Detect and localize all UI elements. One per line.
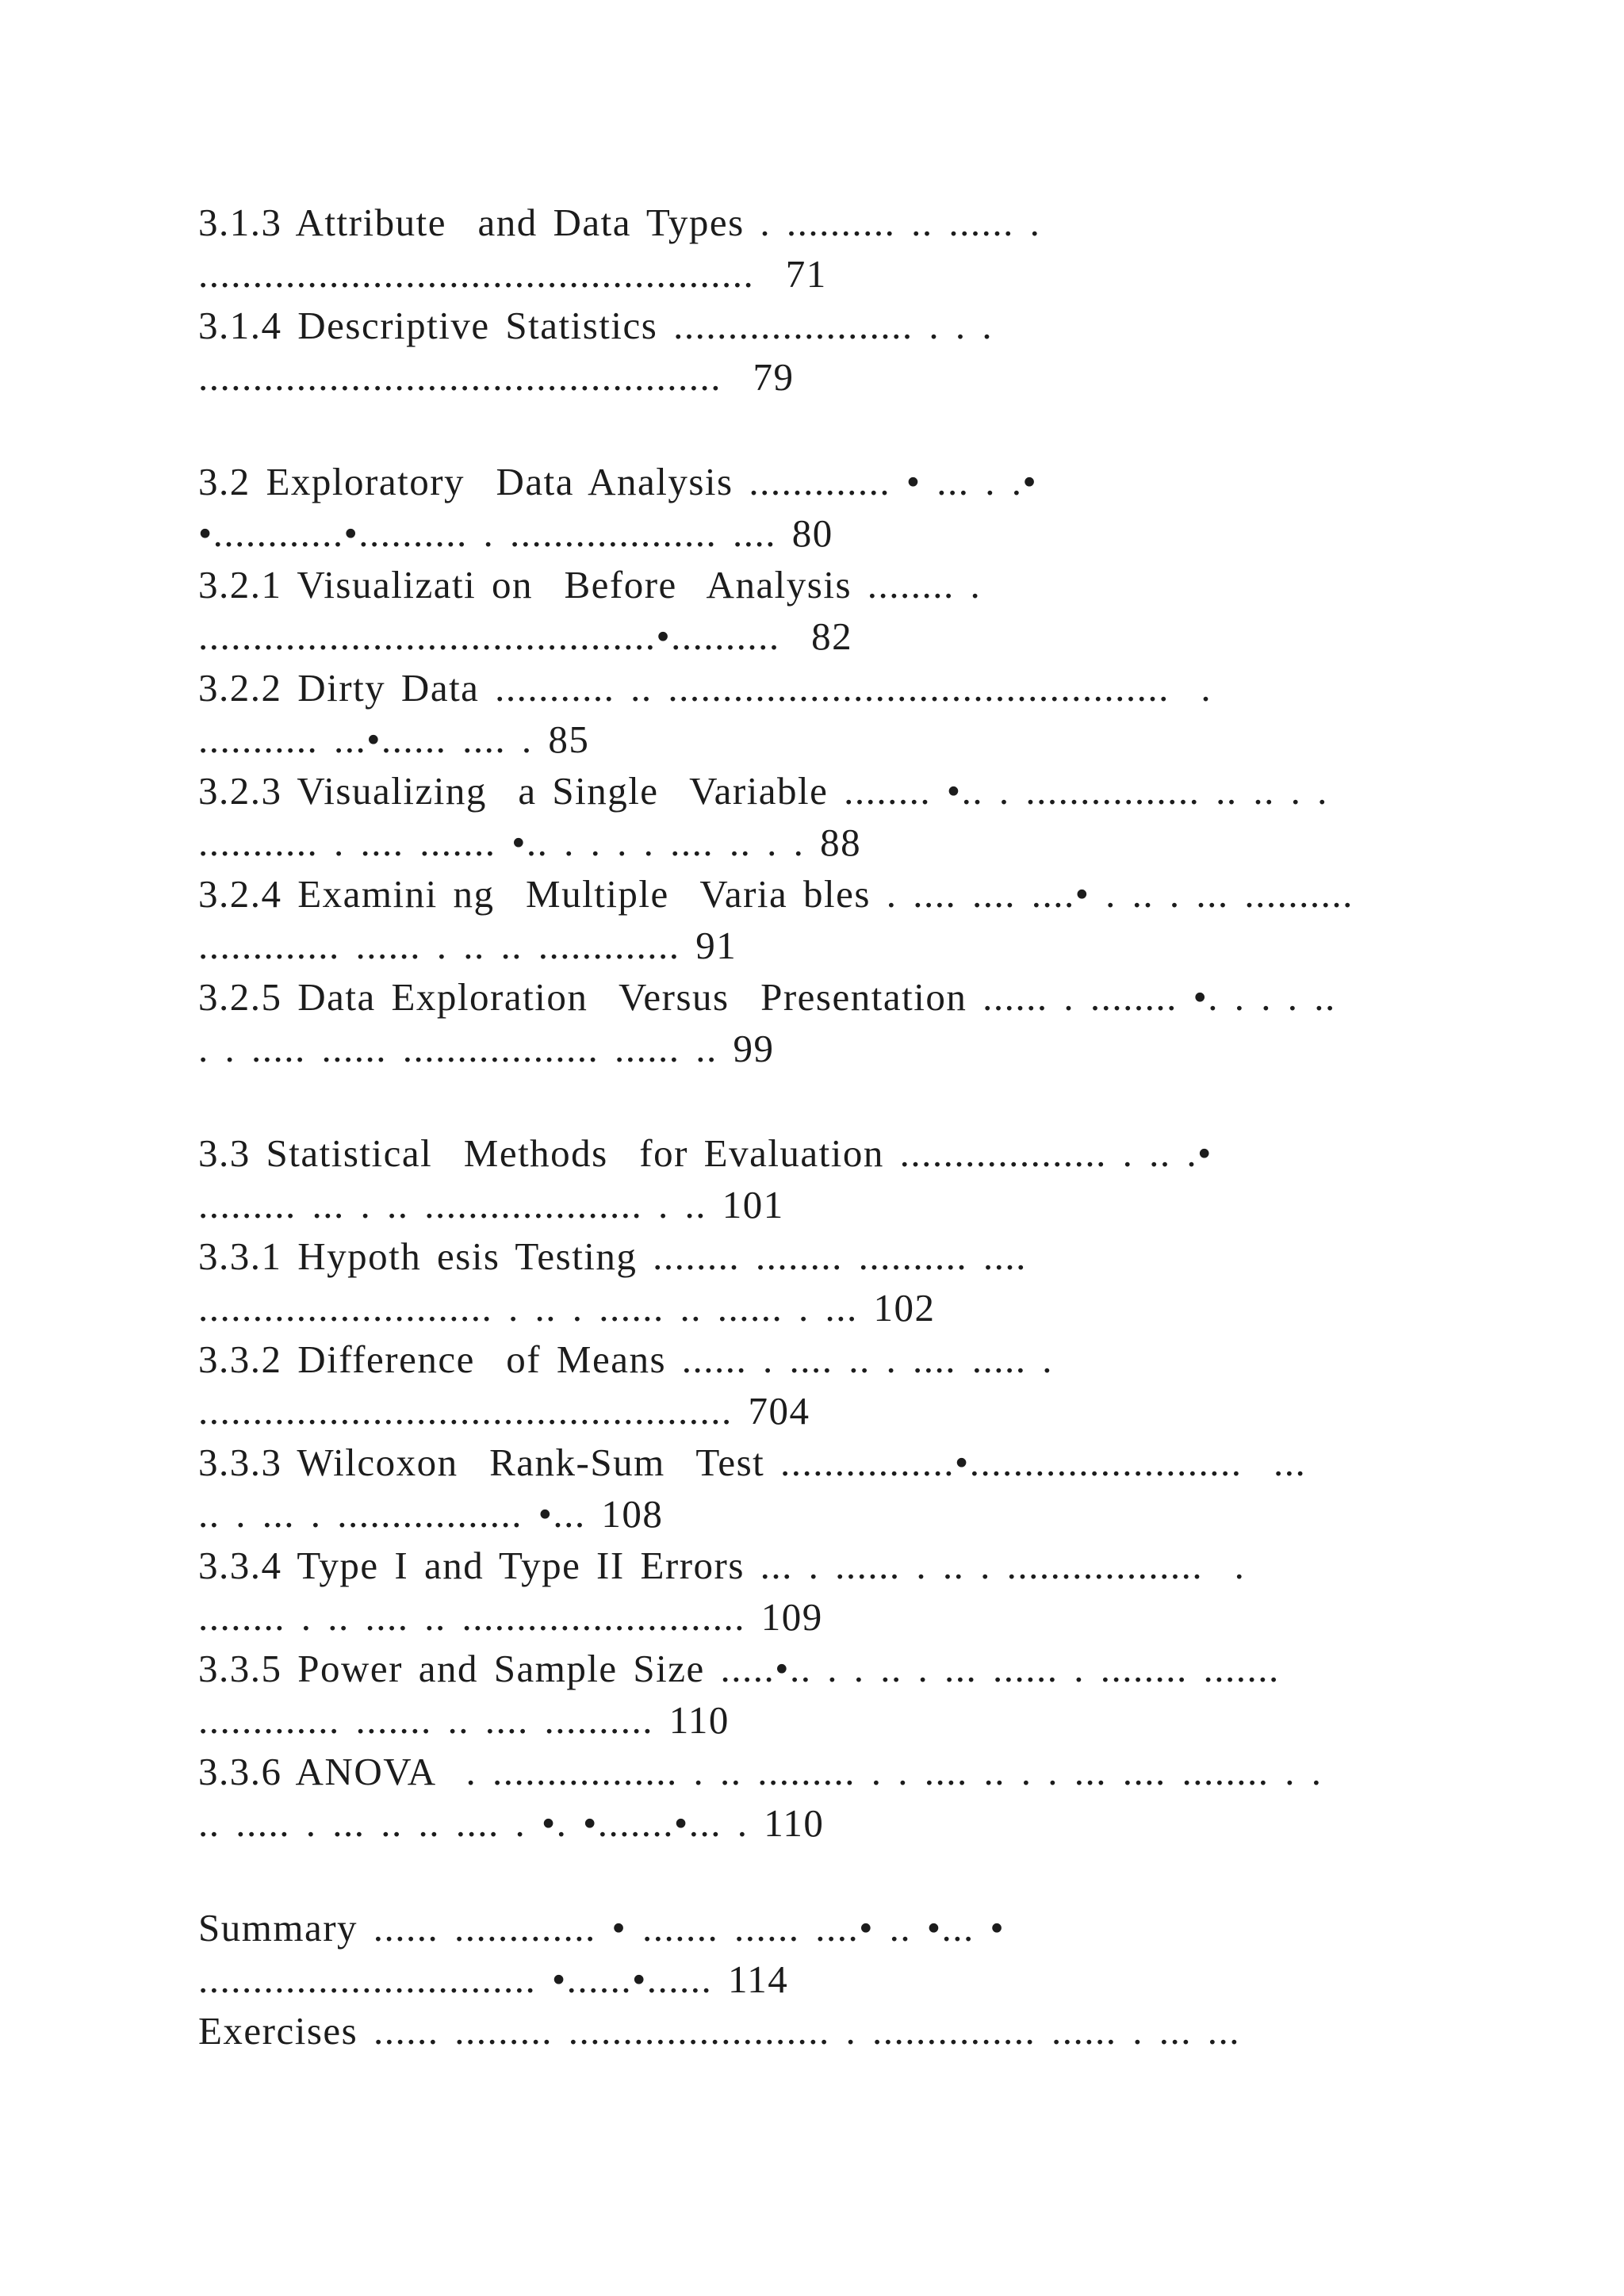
toc-entry-3-3-2: 3.3.2 Difference of Means ...... . .... .. . .... ..... . (198, 1337, 1054, 1381)
toc-entry-3-1-3-leader: ................................................... 71 (198, 252, 827, 296)
toc-entry-3-3-5-leader: ............. ....... .. .... .......... 110 (198, 1698, 730, 1742)
toc-entry-3-2-3-leader: ........... . .... ....... •.. . . . . .... .. . . 88 (198, 821, 862, 864)
toc-entry-3-2: 3.2 Exploratory Data Analysis ............. • ... . .• (198, 460, 1038, 503)
toc-entry-3-2-4: 3.2.4 Examini ng Multiple Varia bles . .... .... ....• . .. . ... .......... (198, 872, 1354, 916)
toc-entry-3-1-4: 3.1.4 Descriptive Statistics ...................... . . . (198, 304, 994, 347)
toc-entry-3-3-4: 3.3.4 Type I and Type II Errors ... . ...... . .. . .................. . (198, 1544, 1246, 1587)
toc-entry-3-2-1-leader: ..........................................•.......... 82 (198, 614, 853, 658)
toc-entry-3-3-6-leader: .. ..... . ... .. .. .... . •. •.......•... . 110 (198, 1801, 825, 1845)
section-gap (198, 403, 1435, 456)
toc-entry-3-3-leader: ......... ... . .. .................... . .. 101 (198, 1183, 784, 1226)
toc-entry-3-1-3: 3.1.3 Attribute and Data Types . .......... .. ...... . (198, 201, 1041, 244)
toc-entry-3-2-5-leader: . . ..... ...... .................. ...... .. 99 (198, 1027, 775, 1070)
section-gap (198, 1074, 1435, 1127)
toc-entry-3-3-2-leader: ................................................. 704 (198, 1389, 810, 1433)
toc-entry-3-2-5: 3.2.5 Data Exploration Versus Presentation ...... . ........ •. . . . .. (198, 975, 1336, 1019)
table-of-contents (198, 197, 1435, 2057)
toc-entry-3-3-5: 3.3.5 Power and Sample Size .....•.. . . .. . ... ...... . ........ ....... (198, 1647, 1280, 1690)
toc-entry-3-2-2-leader: ........... ...•...... .... . 85 (198, 718, 590, 761)
toc-entry-3-2-leader: •............•.......... . ................... .... 80 (198, 511, 833, 555)
toc-entry-3-2-4-leader: ............. ...... . .. .. ............. 91 (198, 924, 737, 967)
section-gap (198, 1849, 1435, 1902)
toc-entry-3-3-1-leader: ........................... . .. . ...... .. ...... . ... 102 (198, 1286, 936, 1330)
toc-entry-3-2-3: 3.2.3 Visualizing a Single Variable ........ •.. . ................ .. .. . . (198, 769, 1328, 813)
toc-entry-summary: Summary ...... ............. • ....... ...... ....• .. •... • (198, 1906, 1005, 1950)
toc-entry-exercises: Exercises ...... ......... ........................ . ............... ...... . ... ... (198, 2009, 1240, 2053)
toc-entry-3-3-3: 3.3.3 Wilcoxon Rank-Sum Test ................•......................... ... (198, 1441, 1307, 1484)
toc-entry-3-3-4-leader: ........ . .. .... .. .......................... 109 (198, 1595, 823, 1639)
toc-entry-3-2-2: 3.2.2 Dirty Data ........... .. .............................................. . (198, 666, 1212, 710)
toc-entry-3-1-4-leader: ................................................ 79 (198, 355, 795, 399)
toc-entry-3-3: 3.3 Statistical Methods for Evaluation ................... . .. .• (198, 1131, 1212, 1175)
toc-entry-3-3-3-leader: .. . ... . ................. •... 108 (198, 1492, 664, 1536)
toc-entry-3-3-1: 3.3.1 Hypoth esis Testing ........ ........ .......... .... (198, 1234, 1027, 1278)
toc-entry-3-2-1: 3.2.1 Visualizati on Before Analysis ........ . (198, 563, 982, 607)
toc-entry-summary-leader: ............................... •......•...... 114 (198, 1957, 789, 2001)
toc-entry-3-3-6: 3.3.6 ANOVA . ................. . .. ......... . . .... .. . . ... .... ........ . . (198, 1750, 1323, 1793)
